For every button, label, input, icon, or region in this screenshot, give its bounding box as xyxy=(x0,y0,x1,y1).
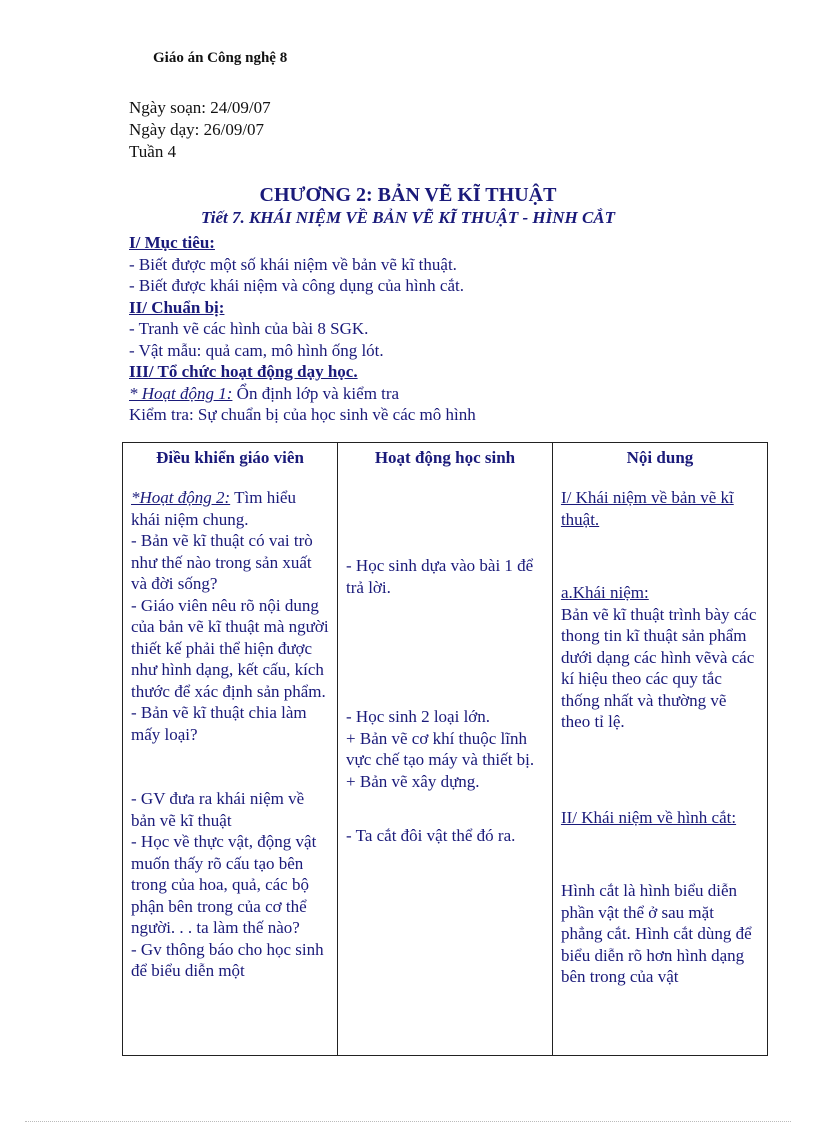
hs-paragraph: + Bản vẽ xây dựng. xyxy=(346,771,480,791)
nd-heading: a.Khái niệm: xyxy=(560,583,649,602)
page-header: Giáo án Công nghệ 8 xyxy=(153,50,288,66)
tuan: Tuần 4 xyxy=(129,142,177,161)
section-to-chuc: III/ Tổ chức hoạt động dạy học. xyxy=(129,362,358,381)
section-chuan-bi: II/ Chuẩn bị: xyxy=(129,297,225,317)
chuan-bi-item: - Vật mẫu: quả cam, mô hình ống lót. xyxy=(129,340,384,360)
hs-paragraph: - Học sinh 2 loại lớn. xyxy=(346,707,491,726)
table-row xyxy=(123,473,768,1056)
hoat-dong-1 xyxy=(129,383,476,405)
hs-paragraph: - Ta cắt đôi vật thể đó ra. xyxy=(346,826,516,845)
nd-paragraph: Bản vẽ kĩ thuật trình bày các thong tin kĩ thuật sản phẩm dưới dạng các hình vẽvà các kí hiệu theo các quy tắc thống nhất và thường vẽ theo tỉ lệ. xyxy=(560,604,757,731)
gv-paragraph: - Giáo viên nêu rõ nội dung của bản vẽ kĩ thuật mà người thiết kế phải thể hiện được như hình dạng, kết cấu, kích thước để xác định sản phẩm. xyxy=(131,595,329,701)
lesson-meta xyxy=(129,97,271,163)
col-header-giao-vien: Điều khiển giáo viên xyxy=(123,443,338,474)
table-header-row xyxy=(123,443,768,474)
col-header-noi-dung: Nội dung xyxy=(552,443,767,474)
col-header-hoc-sinh: Hoạt động học sinh xyxy=(338,443,553,474)
hoat-dong-1-label: * Hoạt động 1: xyxy=(129,383,233,403)
muc-tieu-item: - Biết được khái niệm và công dụng của hình cắt. xyxy=(129,276,464,295)
cell-giao-vien xyxy=(123,473,338,1056)
ngay-soan: Ngày soạn: 24/09/07 xyxy=(129,98,271,117)
section-muc-tieu: I/ Mục tiêu: xyxy=(129,233,215,252)
gv-paragraph: - Gv thông báo cho học sinh để biểu diễn một xyxy=(131,939,324,980)
gv-paragraph: - Học về thực vật, động vật muốn thấy rõ cấu tạo bên trong của hoa, quả, các bộ phận bên trong của cơ thể người. . . ta làm thế nào? xyxy=(131,832,317,937)
cell-noi-dung xyxy=(552,473,767,1056)
nd-heading: II/ Khái niệm về hình cắt: xyxy=(560,807,737,827)
nd-paragraph: Hình cắt là hình biểu diễn phần vật thể ở sau mặt phẳng cắt. Hình cắt dùng để biểu diễn rõ hơn hình dạng bên trong của vật xyxy=(560,881,752,986)
hoat-dong-2-text: Tìm hiểu khái niệm chung. xyxy=(131,488,296,529)
kiem-tra: Kiểm tra: Sự chuẩn bị của học sinh về các mô hình xyxy=(129,405,476,424)
ngay-day: Ngày dạy: 26/09/07 xyxy=(129,120,265,139)
lesson-body xyxy=(129,232,476,426)
lesson-plan-table xyxy=(122,442,768,1056)
hoat-dong-2-label: *Hoạt động 2: xyxy=(131,488,231,507)
chapter-title: CHƯƠNG 2: BẢN VẼ KĨ THUẬT xyxy=(259,184,557,206)
cell-hoc-sinh xyxy=(338,473,553,1056)
hoat-dong-1-text: Ổn định lớp và kiểm tra xyxy=(232,383,400,403)
gv-paragraph: - Bản vẽ kĩ thuật chia làm mấy loại? xyxy=(131,703,307,744)
hs-paragraph: - Học sinh dựa vào bài 1 để trả lời. xyxy=(346,556,534,597)
chuan-bi-item: - Tranh vẽ các hình của bài 8 SGK. xyxy=(129,319,369,338)
nd-heading: I/ Khái niệm về bản vẽ kĩ thuật. xyxy=(560,488,734,529)
gv-paragraph: - GV đưa ra khái niệm về bản vẽ kĩ thuật xyxy=(131,789,305,830)
lesson-title: Tiết 7. KHÁI NIỆM VỀ BẢN VẼ KĨ THUẬT - HÌNH CẮT xyxy=(200,208,616,227)
page-footer-divider xyxy=(25,1121,791,1122)
gv-paragraph: - Bản vẽ kĩ thuật có vai trò như thế nào trong sản xuất và đời sống? xyxy=(131,531,313,593)
muc-tieu-item: - Biết được một số khái niệm về bản vẽ kĩ thuật. xyxy=(129,254,457,274)
hs-paragraph: + Bản vẽ cơ khí thuộc lĩnh vực chế tạo máy và thiết bị. xyxy=(346,728,535,769)
hoat-dong-2 xyxy=(131,487,329,530)
